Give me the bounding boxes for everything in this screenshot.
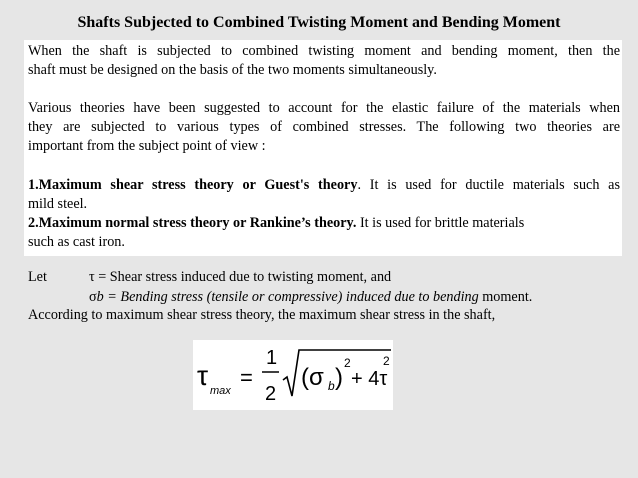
formula-lhs-sub: max <box>210 385 231 397</box>
formula-svg <box>193 340 393 410</box>
para2-line2: they are subjected to various types of combined stresses. The following two theories are <box>28 119 620 135</box>
let-label: Let <box>28 269 47 285</box>
theory2-line2: such as cast iron. <box>28 234 125 250</box>
slide-title: Shafts Subjected to Combined Twisting Moment and Bending Moment <box>77 14 561 31</box>
max-shear-formula <box>193 340 393 410</box>
para1-line2: shaft must be designed on the basis of the two moments simultaneously. <box>28 62 437 78</box>
formula-equals: = <box>240 365 253 390</box>
para1-line1: When the shaft is subjected to combined twisting moment and bending moment, then the <box>28 43 620 59</box>
theory1-rest1: . It is used for ductile materials such as <box>357 177 620 193</box>
sigma-tail: moment. <box>478 289 533 305</box>
theory1-line2: mild steel. <box>28 196 88 212</box>
formula-plus: + 4τ <box>351 368 388 390</box>
para2-line1: Various theories have been suggested to account for the elastic failure of the materials when <box>28 100 620 116</box>
para2-line3: important from the subject point of view : <box>28 138 266 154</box>
formula-lhs: τ <box>197 360 209 391</box>
tau-definition: τ = Shear stress induced due to twisting moment, and <box>89 269 392 285</box>
theory1-name: 1.Maximum shear stress theory or Guest's theory <box>28 177 358 193</box>
theory2-line1 <box>28 214 620 233</box>
formula-term1-sub: b <box>328 379 335 393</box>
formula-term1-close: ) <box>335 364 343 391</box>
theory2-rest1: It is used for brittle materials <box>356 215 525 231</box>
formula-exp1: 2 <box>344 356 351 370</box>
theory1-line1 <box>28 176 620 195</box>
formula-numerator: 1 <box>266 347 278 369</box>
according-line: According to maximum shear stress theory, the maximum shear stress in the shaft, <box>28 307 496 323</box>
theory2-name: 2.Maximum normal stress theory or Rankine’s theory. <box>28 215 357 231</box>
sigma-definition <box>89 288 532 307</box>
formula-exp2: 2 <box>383 354 390 368</box>
formula-denominator: 2 <box>265 383 277 405</box>
sigma-italic-text: b = Bending stress (tensile or compressive) induced due to bending <box>96 289 479 305</box>
formula-term1: (σ <box>301 364 324 391</box>
sigma-symbol: σ <box>89 289 97 305</box>
